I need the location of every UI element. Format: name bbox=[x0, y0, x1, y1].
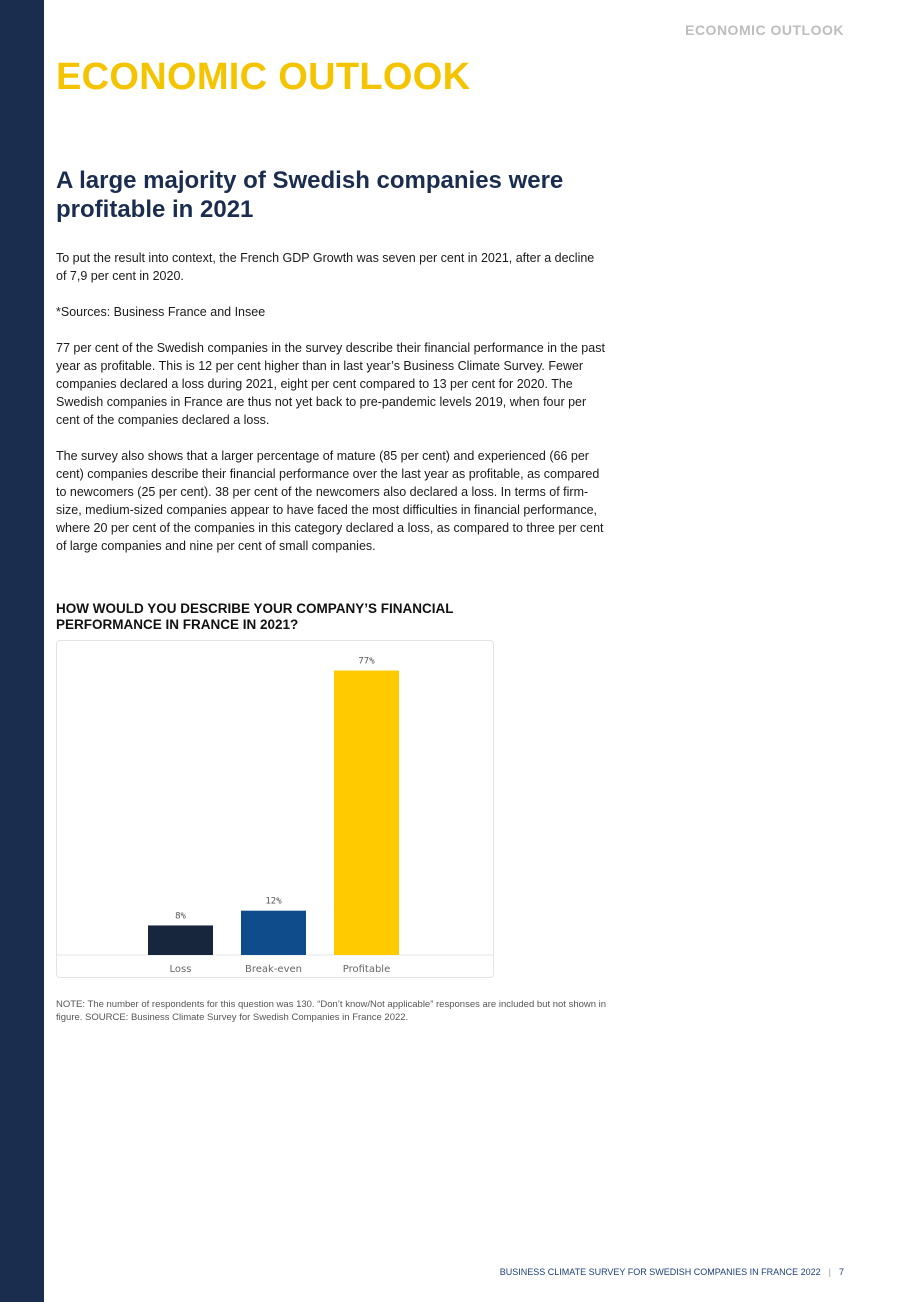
data-label: 12% bbox=[265, 896, 282, 907]
sidebar-stripe bbox=[0, 0, 44, 1302]
x-tick-label: Profitable bbox=[342, 964, 391, 975]
page-number: 7 bbox=[838, 1267, 844, 1277]
data-label: 77% bbox=[358, 656, 375, 667]
chart-title: HOW WOULD YOU DESCRIBE YOUR COMPANY’S FINANCIAL PERFORMANCE IN FRANCE IN 2021? bbox=[56, 601, 454, 632]
bar-profitable bbox=[334, 671, 399, 955]
footer-separator: | bbox=[828, 1267, 831, 1277]
paragraph: The survey also shows that a larger percentage of mature (85 per cent) and experienced (66 per cent) companies describe their financial performance over the last year as profitable, as compared to newcomers (25 per cent). 38 per cent of the newcomers also declared a loss. In terms of firm-size, medium-sized companies appear to have faced the most difficulties in financial performance, where 20 per cent of the companies in this category declared a loss, as compared to three per cent of large companies and nine per cent of small companies. bbox=[56, 449, 604, 553]
footer bbox=[500, 1267, 844, 1277]
paragraph: 77 per cent of the Swedish companies in the survey describe their financial performance in the past year as profitable. This is 12 per cent higher than in last year’s Business Climate Survey. Fewer companies declared a loss during 2021, eight per cent compared to 13 per cent for 2020. The Swedish companies in France are thus not yet back to pre-pandemic levels 2019, when four per cent of the companies declared a loss. bbox=[56, 341, 605, 427]
section-heading: A large majority of Swedish companies were profitable in 2021 bbox=[56, 167, 564, 223]
chart-note: NOTE: The number of respondents for this question was 130. “Don’t know/Not applicable” responses are included but not shown in figure. SOURCE: Business Climate Survey for Swedish Companies in France 2022. bbox=[56, 999, 607, 1023]
data-label: 8% bbox=[175, 911, 186, 922]
bar-loss bbox=[148, 925, 213, 955]
bar-break-even bbox=[241, 911, 306, 955]
x-tick-label: Break-even bbox=[245, 964, 302, 975]
bar-chart bbox=[57, 641, 493, 977]
paragraph: To put the result into context, the French GDP Growth was seven per cent in 2021, after a decline of 7,9 per cent in 2020. bbox=[56, 251, 595, 283]
page-title: ECONOMIC OUTLOOK bbox=[56, 56, 471, 98]
chart-container bbox=[56, 640, 494, 978]
x-tick-label: Loss bbox=[169, 964, 192, 975]
footer-title: BUSINESS CLIMATE SURVEY FOR SWEDISH COMPANIES IN FRANCE 2022 bbox=[499, 1267, 821, 1277]
sources-line: *Sources: Business France and Insee bbox=[56, 305, 266, 319]
body-text bbox=[56, 249, 608, 573]
running-head: ECONOMIC OUTLOOK bbox=[685, 22, 844, 38]
